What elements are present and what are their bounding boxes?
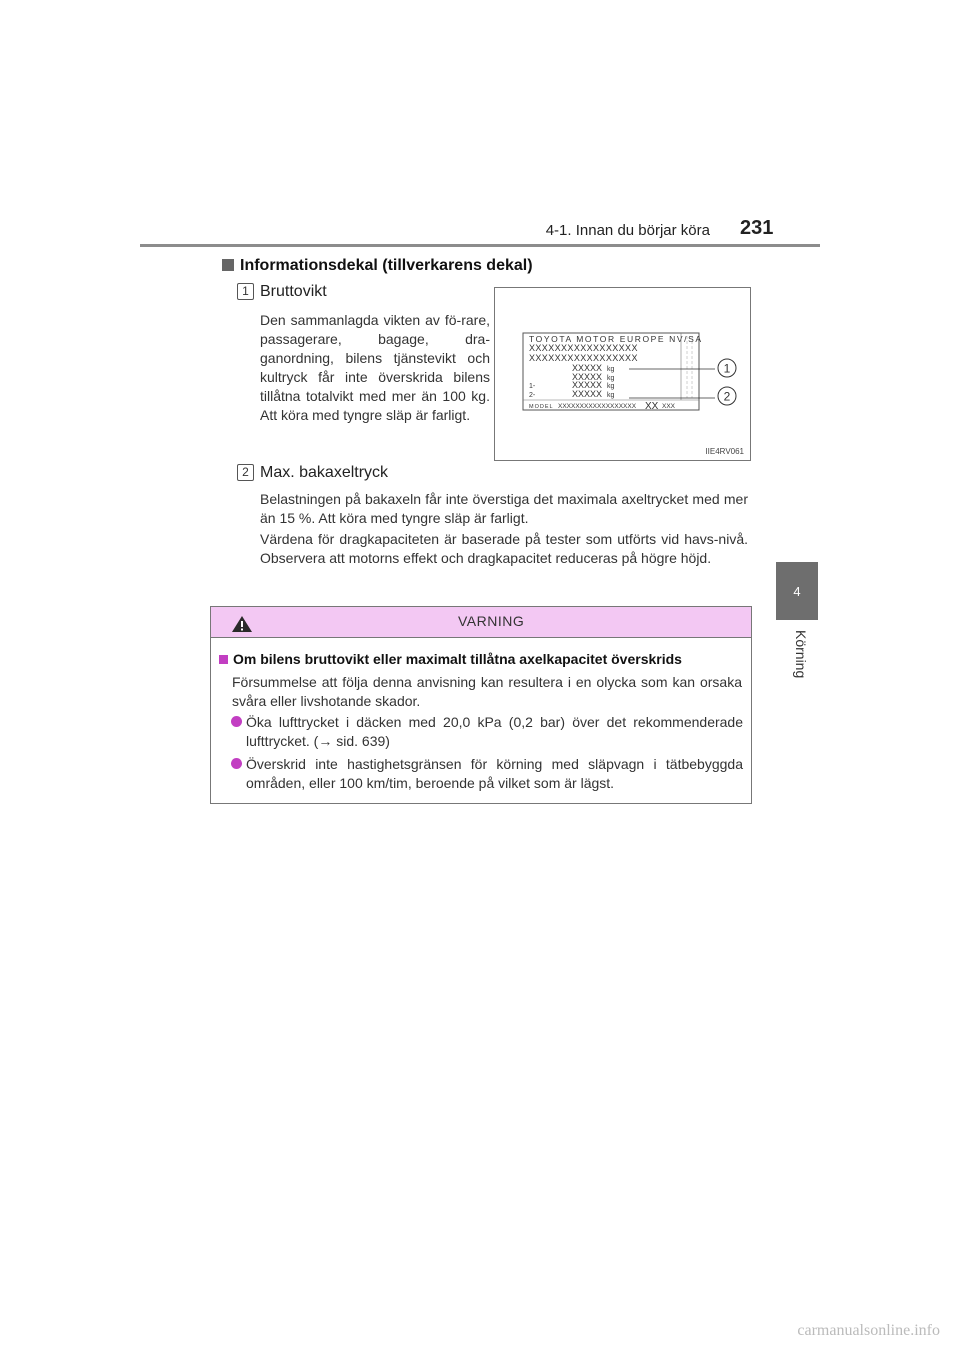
warning-bullet-text: Öka lufttrycket i däcken med 20,0 kPa (0,2 bar) över det rekommenderade lufttrycket. (→ sid. 639) xyxy=(246,714,743,749)
label-weight-1: XXXXX xyxy=(572,363,603,373)
label-model-value: XXXXXXXXXXXXXXXXXX xyxy=(558,403,637,410)
label-line-1: XXXXXXXXXXXXXXXXX xyxy=(529,343,638,353)
warning-header xyxy=(211,607,751,638)
square-bullet-icon xyxy=(219,655,228,664)
warning-body xyxy=(211,639,751,803)
warning-bullet-1 xyxy=(231,713,743,751)
rear-axle-paragraph-2: Värdena för dragkapaciteten är baserade på tester som utförts vid havs-nivå. Observera att motorns effekt och dragkapacitet reduceras på högre höjd. xyxy=(260,531,748,566)
label-unit-2: kg xyxy=(607,375,615,382)
warning-triangle-icon xyxy=(231,615,253,633)
warning-heading xyxy=(219,651,682,667)
square-bullet-icon xyxy=(222,259,234,271)
chapter-label: Körning xyxy=(793,630,809,679)
warning-bullet-text: Överskrid inte hastighetsgränsen för körning med släpvagn i tätbebyggda områden, eller 100 km/tim, beroende på vilket som är lägst. xyxy=(246,756,743,791)
watermark[interactable]: carmanualsonline.info xyxy=(797,1322,940,1339)
round-bullet-icon xyxy=(231,716,242,727)
warning-heading-text: Om bilens bruttovikt eller maximalt tillåtna axelkapacitet överskrids xyxy=(233,651,682,667)
warning-text: Försummelse att följa denna anvisning kan resultera i en olycka som kan orsaka svåra eller livshotande skador. xyxy=(232,674,742,709)
page-number: 231 xyxy=(740,217,774,239)
label-model-big: XX xyxy=(645,401,659,412)
rear-axle-paragraph-1: Belastningen på bakaxeln får inte överstiga det maximala axeltrycket med mer än 15 %. Att köra med tyngre släp är farligt. xyxy=(260,491,748,526)
round-bullet-icon xyxy=(231,758,242,769)
label-unit-4: kg xyxy=(607,392,615,399)
callout-1: 1 xyxy=(723,361,731,376)
label-model-caption: MODEL xyxy=(529,404,554,410)
item-title-gross-weight: Bruttovikt xyxy=(260,283,327,300)
warning-bullet-2 xyxy=(231,755,743,793)
section-title: Informationsdekal (tillverkarens dekal) xyxy=(240,257,533,274)
chapter-tab: 4 xyxy=(776,562,818,620)
label-line-2: XXXXXXXXXXXXXXXXX xyxy=(529,353,638,363)
label-weight-4: XXXXX xyxy=(572,389,603,399)
label-axle-2: 2- xyxy=(529,392,536,399)
warning-box xyxy=(210,606,752,804)
item-title-rear-axle: Max. bakaxeltryck xyxy=(260,464,389,481)
gross-weight-paragraph: Den sammanlagda vikten av fö-rare, passagerare, bagage, dra-ganordning, bilens tjänstevikt och kultryck får inte överskrida bilens tillåtna totalvikt med mer än 100 kg. Att köra med tyngre släp är farligt. xyxy=(260,312,490,423)
label-axle-1: 1- xyxy=(529,383,536,390)
label-weight-3: XXXXX xyxy=(572,380,603,390)
label-unit-3: kg xyxy=(607,383,615,390)
warning-title: VARNING xyxy=(458,613,525,629)
running-header-section: 4-1. Innan du börjar köra xyxy=(545,222,710,239)
item-number-2: 2 xyxy=(237,464,254,481)
callout-2: 2 xyxy=(723,389,731,404)
header-rule xyxy=(140,244,820,247)
manufacturer-label-figure xyxy=(494,287,751,461)
label-illustration xyxy=(495,288,750,460)
item-number-1: 1 xyxy=(237,283,254,300)
label-title-text: TOYOTA MOTOR EUROPE NV/SA xyxy=(529,334,703,344)
section-heading xyxy=(222,257,533,275)
figure-code: IIE4RV061 xyxy=(705,447,744,456)
label-unit-1: kg xyxy=(607,366,615,373)
label-model-tail: XXX xyxy=(662,403,676,410)
label-weight-2: XXXXX xyxy=(572,372,603,382)
